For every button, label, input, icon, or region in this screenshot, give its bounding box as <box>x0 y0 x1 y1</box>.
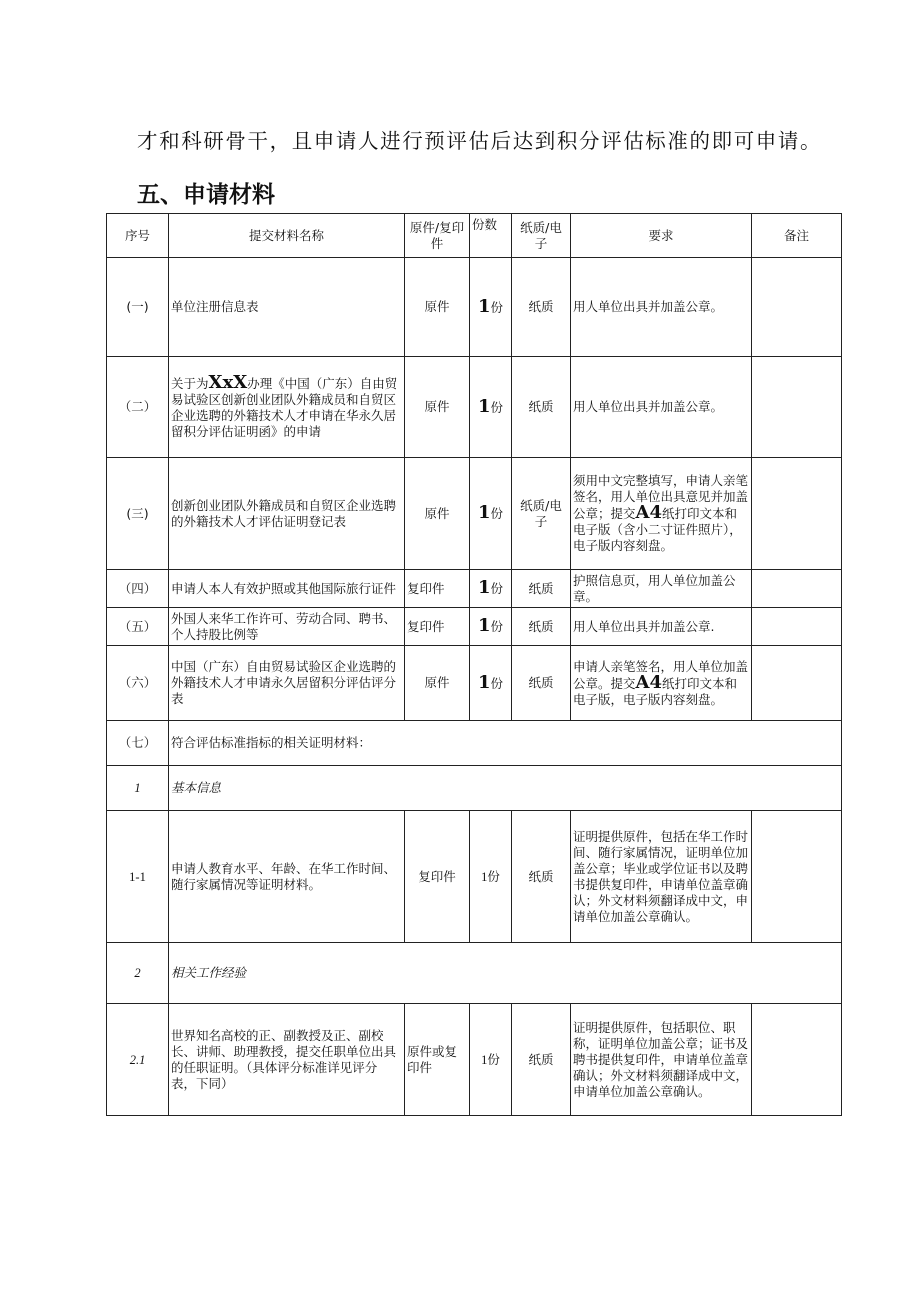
row-requirement: 用人单位出具并加盖公章. <box>571 608 752 646</box>
row-name: 申请人本人有效护照或其他国际旅行证件 <box>169 570 405 608</box>
table-row <box>107 357 842 458</box>
table-row <box>107 1004 842 1116</box>
row-note <box>752 1004 842 1116</box>
row-name: 申请人教育水平、年龄、在华工作时间、随行家属情况等证明材料。 <box>169 811 405 943</box>
row-name: 关于为XxX办理《中国（广东）自由贸易试验区创新创业团队外籍成员和自贸区企业选聘的外籍技术人才申请在华永久居留积分评估证明函》的申请 <box>169 357 405 458</box>
row-requirement: 证明提供原件，包括在华工作时间、随行家属情况，证明单位加盖公章；毕业或学位证书以及聘书提供复印件，申请单位盖章确认；外文材料须翻译成中文，申请单位加盖公章确认。 <box>571 811 752 943</box>
row-type: 原件 <box>405 258 470 357</box>
row-medium: 纸质 <box>512 646 571 721</box>
row-no: （六） <box>107 646 169 721</box>
table-row <box>107 811 842 943</box>
row-note <box>752 811 842 943</box>
row-copies: 1份 <box>470 357 512 458</box>
header-copies: 份数 <box>470 214 512 258</box>
row-copies: 1份 <box>470 646 512 721</box>
row-requirement: 申请人亲笔签名，用人单位加盖公章。提交A4纸打印文本和电子版，电子版内容刻盘。 <box>571 646 752 721</box>
table-row <box>107 608 842 646</box>
copies-number: 1 <box>477 295 491 317</box>
row-medium: 纸质 <box>512 258 571 357</box>
subsection-label: 基本信息 <box>169 766 842 811</box>
row-copies: 1份 <box>470 458 512 570</box>
row-name: 中国（广东）自由贸易试验区企业选聘的外籍技术人才申请永久居留积分评估评分表 <box>169 646 405 721</box>
table-row <box>107 458 842 570</box>
row-copies <box>470 258 512 357</box>
paper-size: A4 <box>635 502 663 523</box>
row-requirement: 用人单位出具并加盖公章。 <box>571 357 752 458</box>
table-row <box>107 570 842 608</box>
row-type: 复印件 <box>405 811 470 943</box>
row-medium: 纸质 <box>512 570 571 608</box>
row-note <box>752 458 842 570</box>
row-type: 复印件 <box>405 570 470 608</box>
row-type: 原件 <box>405 646 470 721</box>
row-type: 原件 <box>405 357 470 458</box>
row-name: 外国人来华工作许可、劳动合同、聘书、个人持股比例等 <box>169 608 405 646</box>
row-copies: 1份 <box>470 608 512 646</box>
row-medium: 纸质 <box>512 1004 571 1116</box>
row-note <box>752 258 842 357</box>
row-name: 创新创业团队外籍成员和自贸区企业选聘的外籍技术人才评估证明登记表 <box>169 458 405 570</box>
row-note <box>752 608 842 646</box>
row-name: 单位注册信息表 <box>169 258 405 357</box>
row-no: 1 <box>107 766 169 811</box>
row-requirement: 护照信息页，用人单位加盖公章。 <box>571 570 752 608</box>
row-note <box>752 357 842 458</box>
header-medium: 纸质/电子 <box>512 214 571 258</box>
materials-table <box>106 213 842 1116</box>
table-header-row <box>107 214 842 258</box>
row-medium: 纸质 <box>512 811 571 943</box>
row-note <box>752 646 842 721</box>
row-no: (三) <box>107 458 169 570</box>
header-no: 序号 <box>107 214 169 258</box>
section-title: 五、申请材料 <box>137 182 275 208</box>
intro-paragraph: 才和科研骨干，且申请人进行预评估后达到积分评估标准的即可申请。 <box>137 129 823 153</box>
row-medium: 纸质/电子 <box>512 458 571 570</box>
header-name: 提交材料名称 <box>169 214 405 258</box>
row-no: （五） <box>107 608 169 646</box>
row-no: (一) <box>107 258 169 357</box>
row-type: 原件或复印件 <box>405 1004 470 1116</box>
copies-unit: 份 <box>490 299 504 315</box>
row-note <box>752 570 842 608</box>
row-medium: 纸质 <box>512 357 571 458</box>
row-requirement: 须用中文完整填写，申请人亲笔签名，用人单位出具意见并加盖公章；提交A4纸打印文本和电子版（含小二寸证件照片），电子版内容刻盘。 <box>571 458 752 570</box>
row-name: 世界知名高校的正、副教授及正、副校长、讲师、助理教授，提交任职单位出具的任职证明。（具体评分标准详见评分表，下同） <box>169 1004 405 1116</box>
paper-size: A4 <box>635 671 663 693</box>
row-no: （四） <box>107 570 169 608</box>
row-requirement: 证明提供原件，包括职位、职称，证明单位加盖公章；证书及聘书提供复印件，申请单位盖章确认；外文材料须翻译成中文，申请单位加盖公章确认。 <box>571 1004 752 1116</box>
row-type: 复印件 <box>405 608 470 646</box>
table-row <box>107 943 842 1004</box>
header-note: 备注 <box>752 214 842 258</box>
table-row <box>107 721 842 766</box>
row-medium: 纸质 <box>512 608 571 646</box>
table-row <box>107 766 842 811</box>
header-type: 原件/复印件 <box>405 214 470 258</box>
table-row <box>107 258 842 357</box>
row-no: （七） <box>107 721 169 766</box>
section-row-label: 符合评估标准指标的相关证明材料： <box>169 721 842 766</box>
row-no: （二） <box>107 357 169 458</box>
header-requirement: 要求 <box>571 214 752 258</box>
subsection-label: 相关工作经验 <box>169 943 842 1004</box>
placeholder-name: XxX <box>208 371 248 393</box>
row-no: 2 <box>107 943 169 1004</box>
row-requirement: 用人单位出具并加盖公章。 <box>571 258 752 357</box>
row-type: 原件 <box>405 458 470 570</box>
row-copies: 1份 <box>470 811 512 943</box>
row-no: 1-1 <box>107 811 169 943</box>
row-copies: 1份 <box>470 570 512 608</box>
row-copies: 1份 <box>470 1004 512 1116</box>
row-no: 2.1 <box>107 1004 169 1116</box>
table-row <box>107 646 842 721</box>
